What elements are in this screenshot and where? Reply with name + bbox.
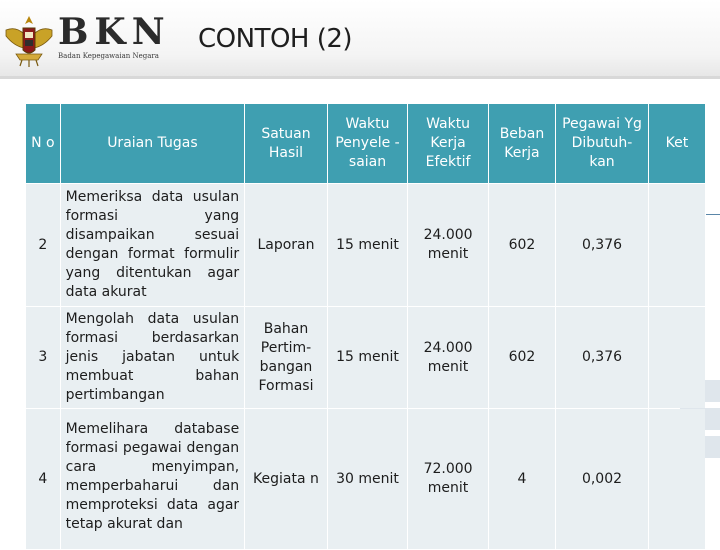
cell-beban: 602 [489, 184, 555, 306]
cell-pegawai: 0,376 [556, 307, 648, 408]
logo-subtitle: Badan Kepegawaian Negara [58, 52, 159, 60]
column-header-no: N o [26, 104, 60, 183]
cell-satuan: Bahan Pertim- bangan Formasi [245, 307, 327, 408]
column-header-uraian: Uraian Tugas [61, 104, 245, 183]
cell-waktu: 15 menit [328, 307, 408, 408]
cell-no: 4 [26, 409, 60, 549]
table-header-row [26, 104, 705, 183]
cell-waktu: 30 menit [328, 409, 408, 549]
header-divider [0, 76, 720, 79]
column-header-waktu-penyelesaian: Waktu Penyele -saian [328, 104, 408, 183]
column-header-beban: Beban Kerja [489, 104, 555, 183]
cell-efektif: 24.000 menit [408, 184, 488, 306]
garuda-emblem-icon [2, 12, 56, 68]
cell-beban: 4 [489, 409, 555, 549]
column-header-waktu-efektif: Waktu Kerja Efektif [408, 104, 488, 183]
table-row [26, 184, 705, 306]
cell-ket [649, 307, 705, 408]
column-header-pegawai: Pegawai Yg Dibutuh- kan [556, 104, 648, 183]
decorative-line [706, 214, 720, 215]
column-header-ket: Ket [649, 104, 705, 183]
cell-no: 2 [26, 184, 60, 306]
cell-no: 3 [26, 307, 60, 408]
cell-pegawai: 0,002 [556, 409, 648, 549]
table-row [26, 409, 705, 549]
cell-ket [649, 184, 705, 306]
cell-uraian-text: Memelihara database formasi pegawai dengan cara menyimpan, memperbaharui dan memproteksi data agar tetap akurat dan [65, 420, 240, 532]
cell-waktu: 15 menit [328, 184, 408, 306]
cell-ket [649, 409, 705, 549]
cell-efektif: 72.000 menit [408, 409, 488, 549]
cell-pegawai: 0,376 [556, 184, 648, 306]
cell-satuan: Laporan [245, 184, 327, 306]
cell-beban: 602 [489, 307, 555, 408]
table-row [26, 307, 705, 408]
cell-satuan: Kegiata n [245, 409, 327, 549]
cell-uraian: Memeriksa data usulan formasi yang disampaikan sesuai dengan format formulir yang ditentukan agar data akurat [61, 184, 245, 306]
workload-table [25, 103, 706, 550]
cell-efektif: 24.000 menit [408, 307, 488, 408]
column-header-satuan: Satuan Hasil [245, 104, 327, 183]
page-title: CONTOH (2) [198, 24, 353, 54]
logo-text: BKN [58, 11, 171, 53]
cell-uraian: Mengolah data usulan formasi berdasarkan jenis jabatan untuk membuat bahan pertimbangan [61, 307, 245, 408]
cell-uraian [61, 409, 245, 549]
